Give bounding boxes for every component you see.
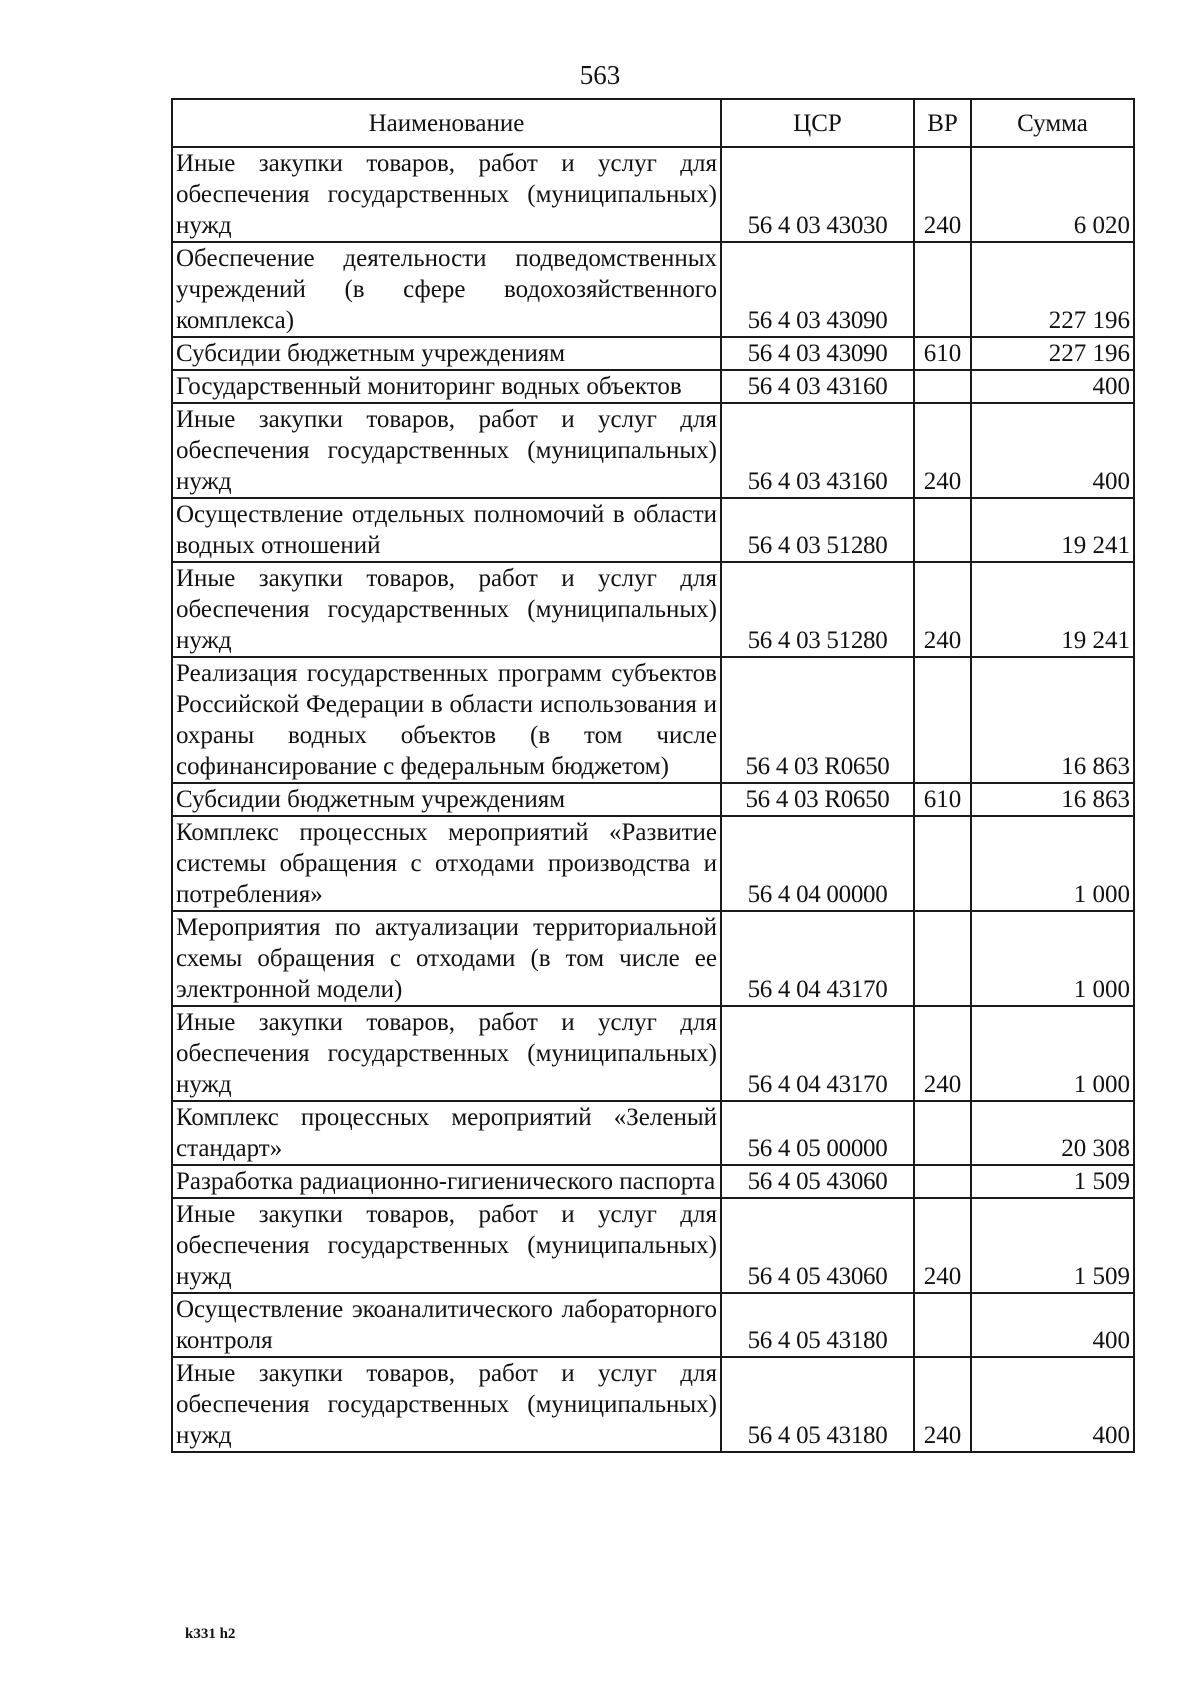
row-name: Иные закупки товаров, работ и услуг для обеспечения государственных (муниципальных) нужд: [172, 1357, 721, 1452]
row-csr: 56 4 03 R0650: [721, 783, 914, 816]
row-name: Субсидии бюджетным учреждениям: [172, 337, 721, 370]
row-sum: 16 863: [971, 657, 1134, 783]
header-csr: ЦСР: [721, 99, 914, 147]
row-vr: [914, 1101, 971, 1165]
row-csr: 56 4 05 43180: [721, 1293, 914, 1357]
table-header: [172, 99, 1134, 147]
budget-table: [171, 98, 1135, 1453]
row-csr: 56 4 04 43170: [721, 1006, 914, 1101]
row-vr: 240: [914, 562, 971, 657]
row-sum: 400: [971, 370, 1134, 403]
row-csr: 56 4 04 00000: [721, 816, 914, 911]
row-csr: 56 4 05 43060: [721, 1198, 914, 1293]
row-vr: 240: [914, 1198, 971, 1293]
row-name: Субсидии бюджетным учреждениям: [172, 783, 721, 816]
header-name: Наименование: [172, 99, 721, 147]
row-vr: [914, 816, 971, 911]
row-sum: 19 241: [971, 562, 1134, 657]
row-name: Иные закупки товаров, работ и услуг для обеспечения государственных (муниципальных) нужд: [172, 147, 721, 242]
row-sum: 400: [971, 1293, 1134, 1357]
header-row: [172, 99, 1134, 147]
row-sum: 1 000: [971, 911, 1134, 1006]
row-csr: 56 4 03 43160: [721, 370, 914, 403]
table-row: [172, 403, 1134, 498]
table-row: [172, 337, 1134, 370]
row-name: Иные закупки товаров, работ и услуг для обеспечения государственных (муниципальных) нужд: [172, 1198, 721, 1293]
row-sum: 1 509: [971, 1165, 1134, 1198]
row-vr: [914, 498, 971, 562]
table-row: [172, 1357, 1134, 1452]
row-name: Иные закупки товаров, работ и услуг для обеспечения государственных (муниципальных) нужд: [172, 403, 721, 498]
row-vr: 240: [914, 1006, 971, 1101]
row-name: Осуществление экоаналитического лабораторного контроля: [172, 1293, 721, 1357]
table-row: [172, 1006, 1134, 1101]
row-vr: [914, 370, 971, 403]
row-csr: 56 4 05 00000: [721, 1101, 914, 1165]
row-sum: 6 020: [971, 147, 1134, 242]
row-csr: 56 4 03 51280: [721, 562, 914, 657]
row-csr: 56 4 03 43160: [721, 403, 914, 498]
row-vr: 610: [914, 337, 971, 370]
row-name: Комплекс процессных мероприятий «Зеленый стандарт»: [172, 1101, 721, 1165]
row-name: Осуществление отдельных полномочий в области водных отношений: [172, 498, 721, 562]
row-vr: 240: [914, 147, 971, 242]
table-row: [172, 1101, 1134, 1165]
table-row: [172, 562, 1134, 657]
row-csr: 56 4 05 43060: [721, 1165, 914, 1198]
row-sum: 1 000: [971, 816, 1134, 911]
table-row: [172, 1198, 1134, 1293]
row-vr: [914, 911, 971, 1006]
row-vr: [914, 657, 971, 783]
row-csr: 56 4 04 43170: [721, 911, 914, 1006]
row-csr: 56 4 03 R0650: [721, 657, 914, 783]
row-vr: [914, 1293, 971, 1357]
table-body: [172, 147, 1134, 1452]
row-name: Разработка радиационно-гигиенического паспорта: [172, 1165, 721, 1198]
row-name: Обеспечение деятельности подведомственных учреждений (в сфере водохозяйственного комплекса): [172, 242, 721, 337]
row-csr: 56 4 03 51280: [721, 498, 914, 562]
page-number: 563: [579, 60, 621, 90]
row-sum: 1 000: [971, 1006, 1134, 1101]
row-sum: 227 196: [971, 242, 1134, 337]
footer-code: k331 h2: [185, 1626, 236, 1642]
table-row: [172, 1293, 1134, 1357]
table-row: [172, 783, 1134, 816]
row-name: Реализация государственных программ субъектов Российской Федерации в области использования и охраны водных объектов (в том числе софинансирование с федеральным бюджетом): [172, 657, 721, 783]
table-row: [172, 657, 1134, 783]
row-csr: 56 4 03 43030: [721, 147, 914, 242]
row-vr: [914, 242, 971, 337]
header-sum: Сумма: [971, 99, 1134, 147]
table-row: [172, 911, 1134, 1006]
row-sum: 400: [971, 403, 1134, 498]
row-csr: 56 4 03 43090: [721, 242, 914, 337]
row-sum: 1 509: [971, 1198, 1134, 1293]
row-name: Иные закупки товаров, работ и услуг для обеспечения государственных (муниципальных) нужд: [172, 1006, 721, 1101]
table-row: [172, 147, 1134, 242]
table-row: [172, 498, 1134, 562]
row-sum: 227 196: [971, 337, 1134, 370]
row-name: Иные закупки товаров, работ и услуг для обеспечения государственных (муниципальных) нужд: [172, 562, 721, 657]
row-csr: 56 4 05 43180: [721, 1357, 914, 1452]
row-name: Государственный мониторинг водных объектов: [172, 370, 721, 403]
table-row: [172, 370, 1134, 403]
row-sum: 16 863: [971, 783, 1134, 816]
row-vr: [914, 1165, 971, 1198]
row-vr: 610: [914, 783, 971, 816]
table-row: [172, 242, 1134, 337]
row-vr: 240: [914, 403, 971, 498]
header-vr: ВР: [914, 99, 971, 147]
row-sum: 19 241: [971, 498, 1134, 562]
row-vr: 240: [914, 1357, 971, 1452]
row-sum: 400: [971, 1357, 1134, 1452]
table-row: [172, 1165, 1134, 1198]
row-sum: 20 308: [971, 1101, 1134, 1165]
row-csr: 56 4 03 43090: [721, 337, 914, 370]
table-row: [172, 816, 1134, 911]
row-name: Комплекс процессных мероприятий «Развитие системы обращения с отходами производства и потребления»: [172, 816, 721, 911]
row-name: Мероприятия по актуализации территориальной схемы обращения с отходами (в том числе ее электронной модели): [172, 911, 721, 1006]
